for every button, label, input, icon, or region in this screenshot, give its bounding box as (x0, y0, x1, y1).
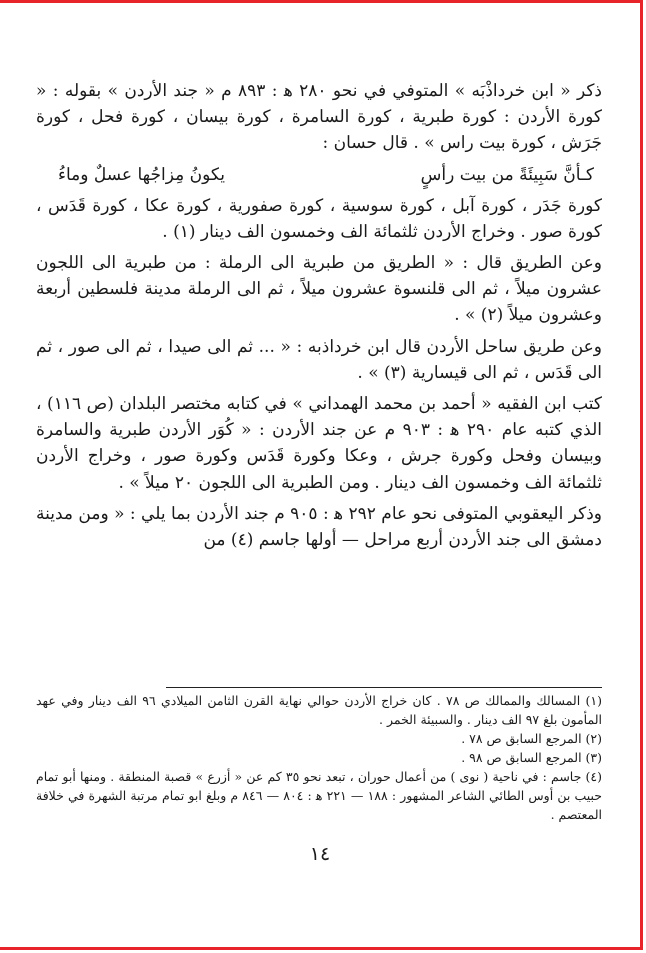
body-text (36, 78, 602, 558)
paragraph-5: كتب ابن الفقيه « أحمد بن محمد الهمداني » في كتابه مختصر البلدان (ص ١١٦) ، الذي كتبه عام ٢٩٠ ﻫ : ٩٠٣ م عن جند الأردن : « كُوَر الأردن طبرية والسامرة وبيسان وفحل وكورة جرش ، وعكا وكورة قَدَس وكورة صور ، وخراج الأردن ثلثمائة الف وخمسون الف دينار . ومن الطبرية الى اللجون ٢٠ ميلاً » . (36, 394, 602, 493)
footnote-4: (٤) جاسم : في ناحية ( نوى ) من أعمال حوران ، تبعد نحو ٣٥ كم عن « أزرع » قصبة المنطقة . ومنها أبو تمام حبيب بن أوس الطائي الشاعر المشهور : ١٨٨ — ٢٢١ ﻫ : ٨٠٤ — ٨٤٦ م وبلغ ابو تمام مرتبة الشهرة في خلافة المعتصم . (36, 769, 602, 822)
verse-hemistich-1: كـأنَّ سَبِيئَةً من بيت رأسٍ (420, 164, 594, 185)
verse-hemistich-2: يكونُ مِزاجُها عسلٌ وماءُ (58, 164, 226, 185)
paragraph-3: وعن الطريق قال : « الطريق من طبرية الى الرملة : من طبرية الى اللجون عشرون ميلاً ، ثم الى قلنسوة عشرون ميلاً ، ثم الى الرملة مدينة فلسطين أربعة وعشرون ميلاً (٢) » . (36, 253, 602, 326)
paragraph-4: وعن طريق ساحل الأردن قال ابن خرداذبه : « ... ثم الى صيدا ، ثم الى صور ، ثم الى قَدَس ، ثم الى قيسارية (٣) » . (36, 336, 602, 383)
paragraph-1: ذكر « ابن خرداذْبَه » المتوفي في نحو ٢٨٠ ﻫ : ٨٩٣ م « جند الأردن » بقوله : « كورة الأردن : كورة طبرية ، كورة السامرة ، كورة بيسان ، كورة فحل ، كورة جَرَش ، كورة بيت راس » . قال حسان : (36, 81, 603, 154)
paragraph-2: كورة جَدَر ، كورة آبل ، كورة سوسية ، كورة صفورية ، كورة عكا ، كورة قَدَس ، كورة صور . وخراج الأردن ثلثمائة الف وخمسون الف دينار (١) . (36, 195, 602, 242)
footnotes (36, 691, 602, 824)
footnote-divider (166, 687, 602, 688)
paragraph-6: وذكر اليعقوبي المتوفى نحو عام ٢٩٢ ﻫ : ٩٠٥ م جند الأردن بما يلي : « ومن مدينة دمشق الى جند الأردن أربع مراحل — أولها جاسم (٤) من (36, 503, 602, 551)
poem-verse (36, 162, 602, 188)
footnote-2: (٢) المرجع السابق ص ٧٨ . (461, 731, 602, 746)
page-number: ١٤ (309, 843, 331, 865)
footnote-3: (٣) المرجع السابق ص ٩٨ . (461, 750, 602, 765)
footnote-1: (١) المسالك والممالك ص ٧٨ . كان خراج الأردن حوالي نهاية القرن الثامن الميلادي ٩٦ الف دينار وفي عهد المأمون بلغ ٩٧ الف دينار . والسبيئة الخمر . (36, 693, 602, 727)
